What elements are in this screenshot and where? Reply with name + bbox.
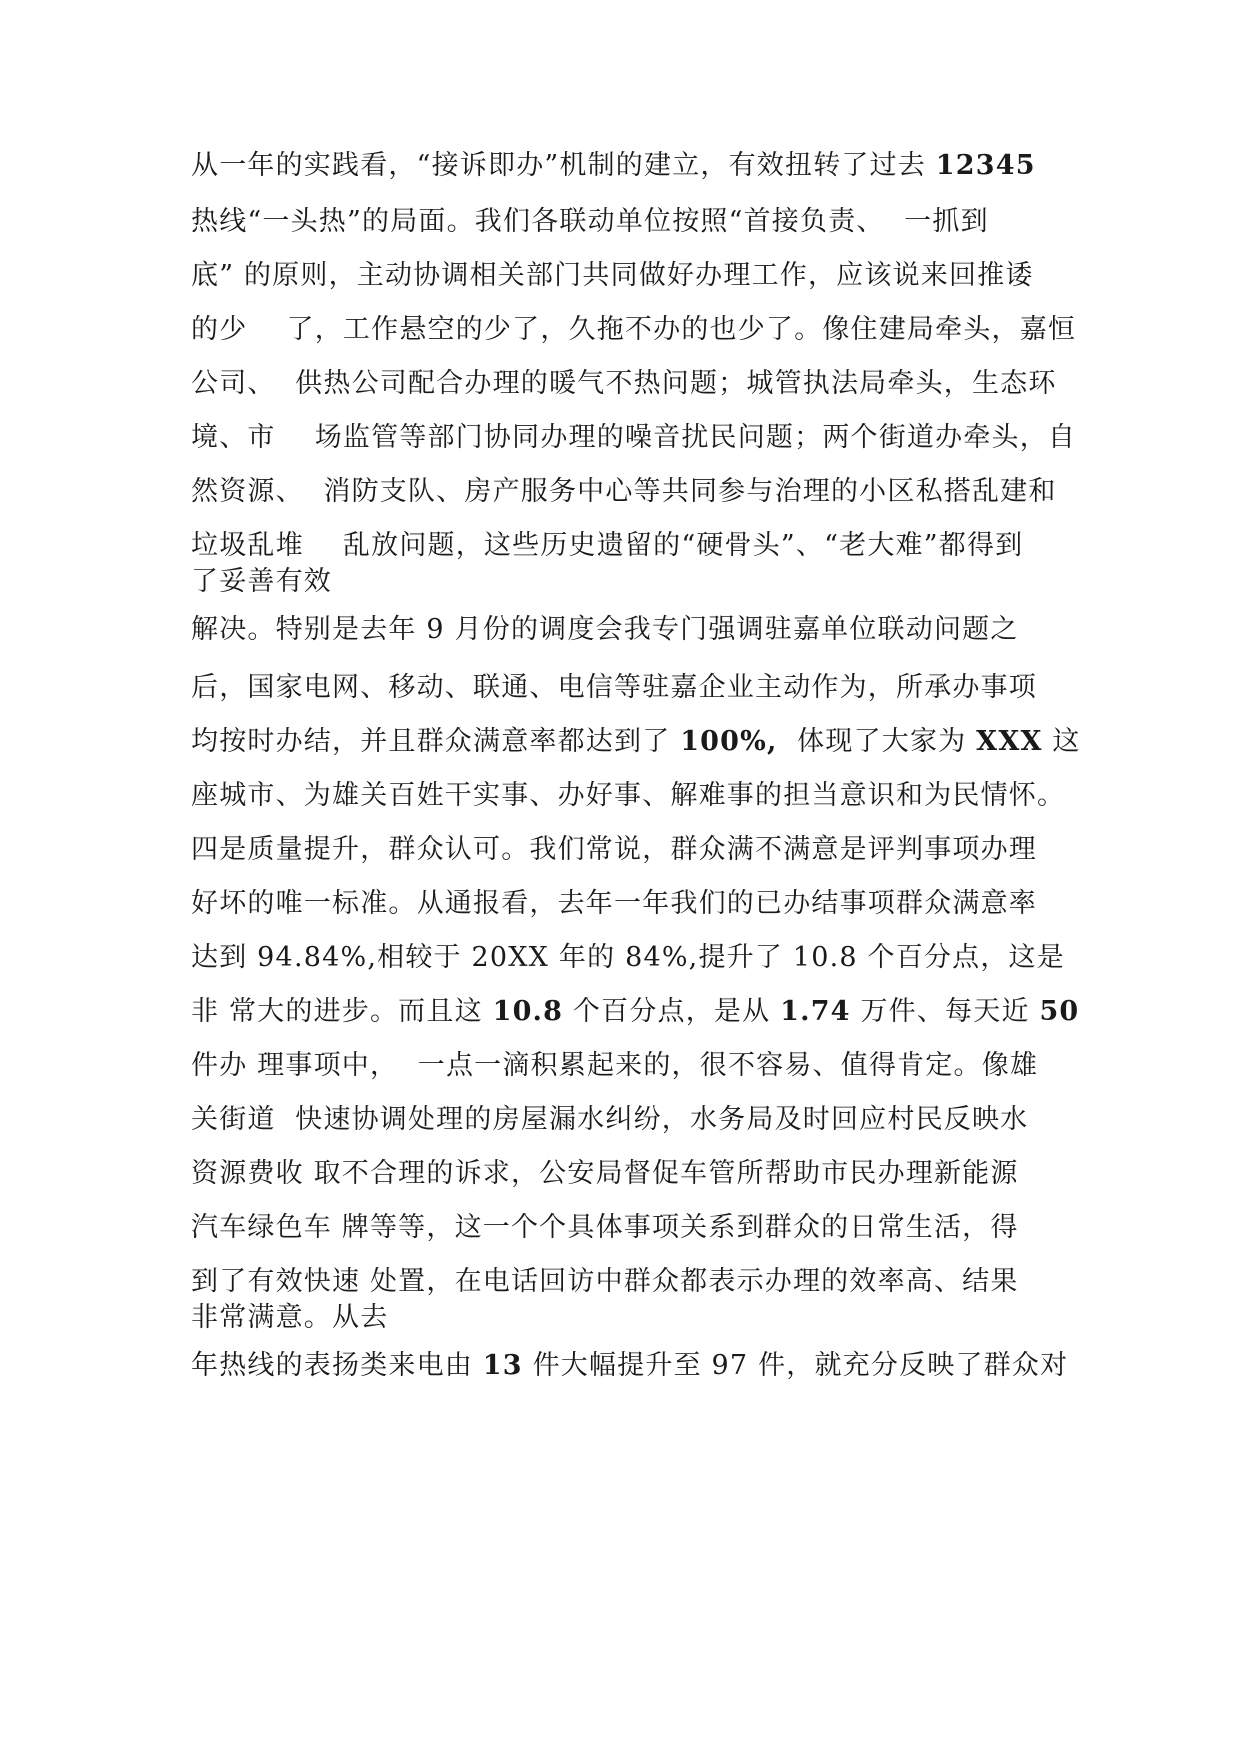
text-line xyxy=(191,1154,1019,1194)
text-segment: 境、市 场监管等部门协同办理的噪音扰民问题；两个街道办牵头，自 xyxy=(191,422,1077,453)
text-segment: 从一年的实践看，“接诉即办”机制的建立，有效扭转了过去 xyxy=(191,150,936,181)
text-line xyxy=(191,1298,388,1338)
text-segment: 然资源、 消防支队、房产服务中心等共同参与治理的小区私搭乱建和 xyxy=(191,476,1057,507)
text-line xyxy=(191,610,1019,650)
text-segment: 垃圾乱堆 乱放问题，这些历史遗留的“硬骨头”、“老大难”都得到 xyxy=(191,530,1024,561)
text-line xyxy=(191,1346,1068,1386)
text-line xyxy=(191,202,989,242)
bold-text-segment: 10.8 xyxy=(492,996,564,1027)
text-segment: 万件、每天近 xyxy=(850,996,1040,1027)
bold-text-segment: 13 xyxy=(482,1350,523,1381)
text-segment: 件大幅提升至 97 件，就充分反映了群众对 xyxy=(522,1350,1069,1381)
text-line xyxy=(191,1208,1019,1248)
text-segment: 座城市、为雄关百姓干实事、办好事、解难事的担当意识和为民情怀。 xyxy=(191,780,1066,811)
text-line xyxy=(191,364,1057,404)
bold-text-segment: 50 xyxy=(1039,996,1080,1027)
text-segment: 达到 94.84%,相较于 20XX 年的 84%,提升了 10.8 个百分点，这是 xyxy=(191,942,1065,973)
text-segment: 热线“一头热”的局面。我们各联动单位按照“首接负责、 一抓到 xyxy=(191,206,989,237)
text-line xyxy=(191,1100,1028,1140)
text-segment: 公司、 供热公司配合办理的暖气不热问题；城管执法局牵头，生态环 xyxy=(191,368,1057,399)
text-segment: 底” 的原则，主动协调相关部门共同做好办理工作，应该说来回推诿 xyxy=(191,260,1034,291)
text-line xyxy=(191,1046,1038,1086)
text-segment: 了妥善有效 xyxy=(191,566,332,597)
text-segment: 非 常大的进步。而且这 xyxy=(191,996,493,1027)
text-segment: 汽车绿色车 牌等等，这一个个具体事项关系到群众的日常生活，得 xyxy=(191,1212,1019,1243)
text-segment: 关街道 快速协调处理的房屋漏水纠纷，水务局及时回应村民反映水 xyxy=(191,1104,1029,1135)
text-segment: 四是质量提升，群众认可。我们常说，群众满不满意是评判事项办理 xyxy=(191,834,1037,865)
text-segment: 资源费收 取不合理的诉求，公安局督促车管所帮助市民办理新能源 xyxy=(191,1158,1019,1189)
text-line xyxy=(191,668,1037,708)
bold-text-segment: 1.74 xyxy=(780,996,851,1027)
text-line xyxy=(191,310,1076,350)
text-segment: 体现了大家为 xyxy=(777,726,977,757)
text-line xyxy=(191,722,1081,762)
text-segment: 件办 理事项中， 一点一滴积累起来的，很不容易、值得肯定。像雄 xyxy=(191,1050,1039,1081)
text-segment: 解决。特别是去年 9 月份的调度会我专门强调驻嘉单位联动问题之 xyxy=(191,614,1019,645)
text-line xyxy=(191,776,1065,816)
bold-text-segment: XXX xyxy=(976,726,1043,757)
text-segment: 到了有效快速 处置，在电话回访中群众都表示办理的效率高、结果 xyxy=(191,1266,1019,1297)
text-line xyxy=(191,938,1065,978)
text-segment: 年热线的表扬类来电由 xyxy=(191,1350,483,1381)
text-line xyxy=(191,1262,1019,1302)
text-segment: 后，国家电网、移动、联通、电信等驻嘉企业主动作为，所承办事项 xyxy=(191,672,1037,703)
text-segment: 的少 了，工作悬空的少了，久拖不办的也少了。像住建局牵头，嘉恒 xyxy=(191,314,1077,345)
text-segment: 好坏的唯一标准。从通报看，去年一年我们的已办结事项群众满意率 xyxy=(191,888,1037,919)
text-line xyxy=(191,418,1076,458)
text-line xyxy=(191,562,332,602)
text-line xyxy=(191,992,1079,1032)
bold-text-segment: 100%, xyxy=(680,726,778,757)
bold-text-segment: 12345 xyxy=(935,150,1036,181)
text-segment: 均按时办结，并且群众满意率都达到了 xyxy=(191,726,681,757)
text-line xyxy=(191,884,1037,924)
text-line xyxy=(191,830,1037,870)
text-line xyxy=(191,146,1036,186)
text-segment: 非常满意。从去 xyxy=(191,1302,389,1333)
text-segment: 个百分点，是从 xyxy=(563,996,781,1027)
text-line xyxy=(191,256,1034,296)
text-segment: 这 xyxy=(1042,726,1081,757)
text-line xyxy=(191,472,1057,512)
text-line xyxy=(191,526,1023,566)
